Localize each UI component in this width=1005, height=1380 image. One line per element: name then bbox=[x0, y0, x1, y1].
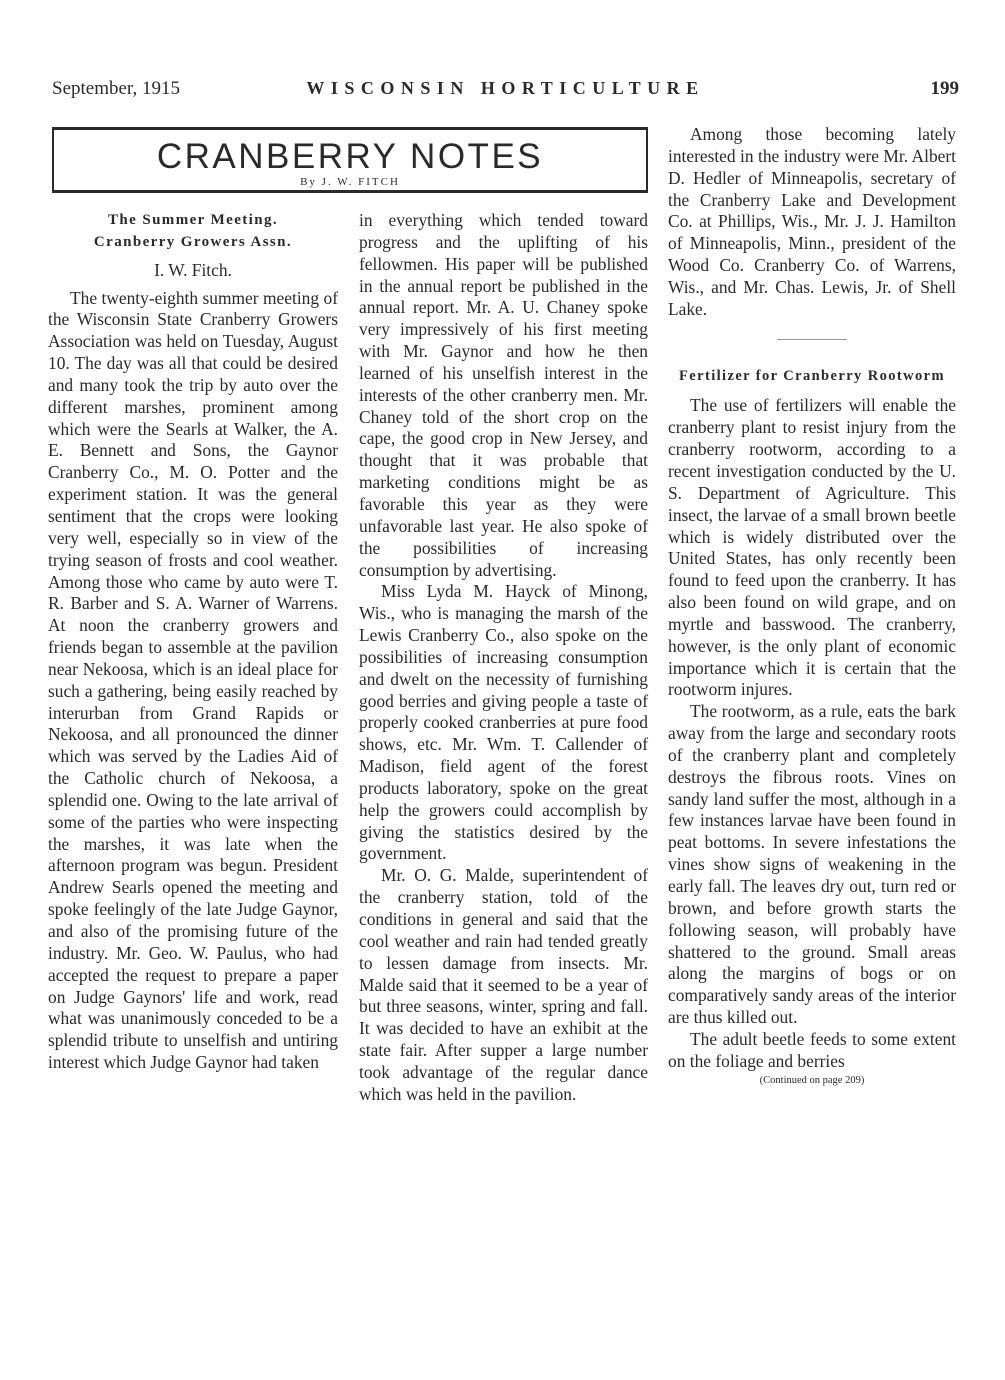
section-author: I. W. Fitch. bbox=[154, 259, 232, 280]
page-header bbox=[52, 78, 959, 108]
article-byline: By J. W. FITCH bbox=[300, 176, 400, 188]
section-heading-summer-meeting: The Summer Meeting. bbox=[107, 212, 279, 228]
paragraph: Among those becoming lately interested in the industry were Mr. Albert D. Hedler of Minneapolis, secretary of the Cranberry Lake and Development Co. at Phillips, Wis., Mr. J. J. Hamilton of Minneapolis, Minn., president of the Wood Co. Cranberry Co. of Warrens, Wis., and Mr. Chas. Lewis, Jr. of Shell Lake. bbox=[668, 124, 956, 319]
column-1 bbox=[48, 210, 338, 1074]
continued-note: (Continued on page 209) bbox=[759, 1074, 865, 1086]
paragraph: The rootworm, as a rule, eats the bark away from the large and secondary roots of the cranberry plant and completely destroys the fibrous roots. Vines on sandy land suffer the most, although in a few instances larvae have been found in peat bottoms. In severe infestations the vines show signs of weakening in the early fall. The leaves dry out, turn red or brown, and before growth starts the following season, will probably have shattered to the ground. Small areas along the margins of bogs or on comparatively sandy areas of the interior are thus killed out. bbox=[668, 701, 956, 1028]
paragraph: The adult beetle feeds to some extent on the foliage and berries bbox=[668, 1028, 956, 1071]
journal-title: WISCONSIN HORTICULTURE bbox=[306, 78, 705, 98]
paragraph: Mr. O. G. Malde, superintendent of the cranberry station, told of the conditions in general and said that the cool weather and rain had tended greatly to lessen damage from insects. Mr. Malde said that it seemed to be a year of but three seasons, winter, spring and fall. It was decided to have an exhibit at the state fair. After supper a large number took advantage of the regular dance which was held in the pavilion. bbox=[359, 865, 648, 1104]
section-heading-fertilizer: Fertilizer for Cranberry Rootworm bbox=[679, 367, 945, 384]
article-title-box bbox=[52, 127, 648, 193]
paragraph: in everything which tended toward progress and the uplifting of his fellowmen. His paper will be published in the annual report be published in the annual report. Mr. A. U. Chaney spoke very impressively of his first meeting with Mr. Gaynor and how he then learned of his unselfish interest in the interests of the other cranberry men. Mr. Chaney told of the short crop on the cape, the good crop in New Jersey, and thought that it was probable that marketing conditions might be as favorable this year as they were unfavorable last year. He also spoke of the possibilities of increasing consumption by advertising. bbox=[359, 210, 648, 580]
section-heading-growers-assn: Cranberry Growers Assn. bbox=[93, 233, 293, 250]
paragraph: Miss Lyda M. Hayck of Minong, Wis., who is managing the marsh of the Lewis Cranberry Co., also spoke on the possibilities of increasing consumption and dwelt on the necessity of furnishing good berries and giving people a taste of properly cooked cranberries at pure food shows, etc. Mr. Wm. T. Callender of Madison, field agent of the forest products laboratory, spoke on the great help the growers could accomplish by giving the statistics desired by the government. bbox=[359, 581, 648, 864]
article-title: CRANBERRY NOTES bbox=[156, 137, 544, 176]
issue-date: September, 1915 bbox=[52, 78, 180, 99]
page-number: 199 bbox=[930, 78, 959, 99]
section-divider bbox=[777, 339, 847, 340]
paragraph: The twenty-eighth summer meeting of the Wisconsin State Cranberry Growers Association was held on Tuesday, August 10. The day was all that could be desired and many took the trip by auto over the different marshes, prominent among which were the Searls at Walker, the A. E. Bennett and Sons, the Gaynor Cranberry Co., M. O. Potter and the experiment station. It was the general sentiment that the crops were looking very well, especially so in view of the trying season of frosts and cool weather. Among those who came by auto were T. R. Barber and S. A. Warner of Warrens. At noon the cranberry growers and friends began to assemble at the pavilion near Nekoosa, which is an ideal place for such a gathering, being easily reached by interurban from Grand Rapids or Nekoosa, and all pronounced the dinner which was served by the Ladies Aid of the Catholic church of Nekoosa, a splendid one. Owing to the late arrival of some of the parties who were inspecting the marshes, it was late when the afternoon program was begun. President Andrew Searls opened the meeting and spoke feelingly of the late Judge Gaynor, and also of the promising future of the industry. Mr. Geo. W. Paulus, who had accepted the request to prepare a paper on Judge Gaynors' life and work, read what was unanimously conceded to be a splendid tribute to unselfish and untiring interest which Judge Gaynor had taken bbox=[48, 287, 338, 1073]
paragraph: The use of fertilizers will enable the cranberry plant to resist injury from the cranberry rootworm, according to a recent investigation conducted by the U. S. Department of Agriculture. This insect, the larvae of a small brown beetle which is widely distributed over the United States, has only recently been found to feed upon the cranberry. It has also been found on wild grape, and on myrtle and basswood. The cranberry, however, is the only plant of economic importance which it is certain that the rootworm injures. bbox=[668, 395, 956, 700]
column-3 bbox=[668, 124, 956, 1088]
column-2 bbox=[359, 210, 648, 1106]
